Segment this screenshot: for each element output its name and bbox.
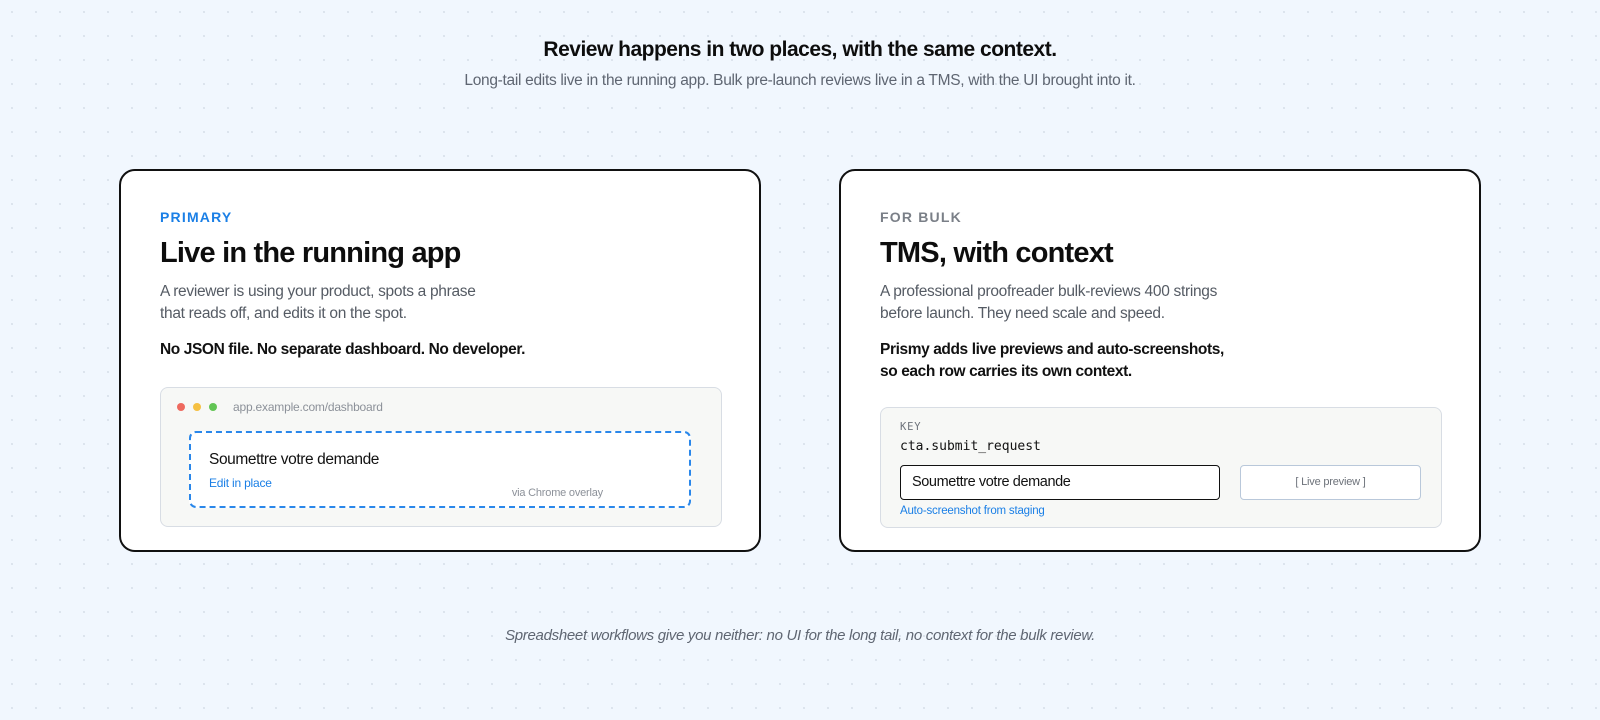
card-emphasis bbox=[880, 339, 1441, 383]
key-value: cta.submit_request bbox=[900, 439, 1041, 454]
card-emphasis-line: so each row carries its own context. bbox=[880, 363, 1132, 380]
card-description-line: A professional proofreader bulk-reviews 400 strings bbox=[880, 283, 1218, 300]
live-preview-box[interactable]: [ Live preview ] bbox=[1240, 465, 1421, 500]
window-controls bbox=[177, 403, 217, 411]
page-header bbox=[0, 38, 1600, 90]
edit-in-place-link[interactable]: Edit in place bbox=[209, 476, 272, 490]
translation-input[interactable]: Soumettre votre demande bbox=[900, 465, 1220, 500]
card-title: Live in the running app bbox=[160, 237, 461, 269]
address-bar-url: app.example.com/dashboard bbox=[233, 400, 383, 414]
auto-screenshot-link[interactable]: Auto-screenshot from staging bbox=[900, 505, 1045, 517]
card-eyebrow-bulk: FOR BULK bbox=[880, 209, 962, 225]
footer-note: Spreadsheet workflows give you neither: no UI for the long tail, no context for the bulk review. bbox=[505, 627, 1095, 644]
browser-mockup bbox=[160, 387, 722, 527]
key-label: KEY bbox=[900, 421, 922, 433]
page-headline: Review happens in two places, with the same context. bbox=[543, 38, 1057, 61]
card-description bbox=[880, 281, 1441, 325]
page-subheadline: Long-tail edits live in the running app. Bulk pre-launch reviews live in a TMS, with the UI brought into it. bbox=[464, 72, 1136, 89]
card-tms-content bbox=[880, 209, 1441, 383]
inline-edit-overlay[interactable] bbox=[189, 431, 691, 508]
edited-string[interactable]: Soumettre votre demande bbox=[209, 451, 380, 468]
tms-row-mockup bbox=[880, 407, 1442, 528]
overlay-source-note: via Chrome overlay bbox=[511, 487, 603, 499]
card-description bbox=[160, 281, 721, 325]
card-emphasis-line: Prismy adds live previews and auto-screenshots, bbox=[880, 341, 1224, 358]
close-dot-icon bbox=[177, 403, 185, 411]
card-description-line: that reads off, and edits it on the spot. bbox=[160, 305, 407, 322]
card-title: TMS, with context bbox=[880, 237, 1113, 269]
card-emphasis: No JSON file. No separate dashboard. No developer. bbox=[160, 341, 526, 358]
card-live-in-app-content bbox=[160, 209, 721, 361]
maximize-dot-icon bbox=[209, 403, 217, 411]
card-tms bbox=[839, 169, 1481, 552]
card-eyebrow-primary: PRIMARY bbox=[160, 209, 233, 225]
card-live-in-app bbox=[119, 169, 761, 552]
minimize-dot-icon bbox=[193, 403, 201, 411]
card-description-line: A reviewer is using your product, spots a phrase bbox=[160, 283, 476, 300]
card-description-line: before launch. They need scale and speed. bbox=[880, 305, 1165, 322]
